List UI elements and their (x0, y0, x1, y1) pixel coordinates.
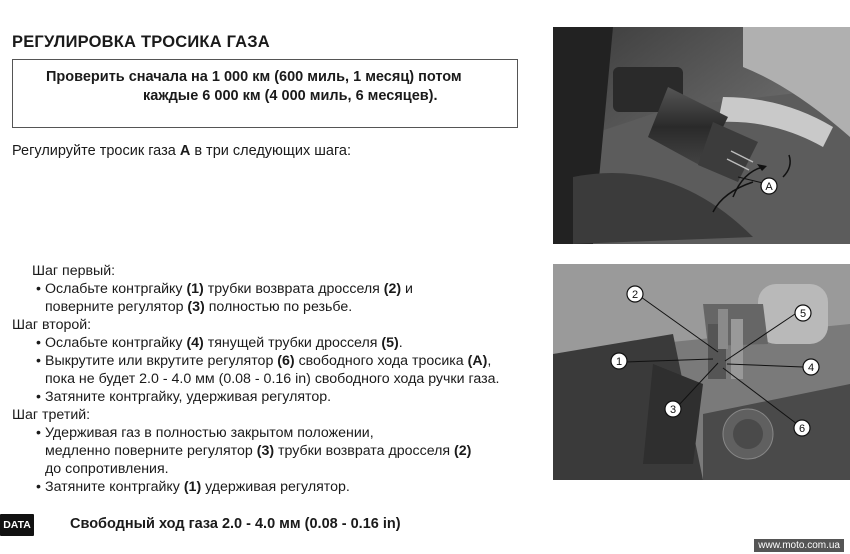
callout-1: 1 (615, 356, 623, 368)
bullet: • (36, 281, 41, 297)
list-item (12, 334, 552, 352)
part-ref: (A) (467, 353, 488, 369)
bullet: • (36, 425, 41, 441)
text-part: удерживая регулятор. (201, 479, 350, 495)
part-ref: (1) (186, 281, 204, 297)
part-ref: (5) (381, 335, 399, 351)
text-part: полностью по резьбе. (204, 299, 353, 315)
list-item (12, 388, 552, 406)
list-item-continuation (12, 442, 552, 460)
step-1-heading: Шаг первый: (32, 263, 116, 279)
text-part: . (398, 335, 403, 351)
adjustment-steps (12, 262, 552, 496)
part-ref: (2) (454, 443, 472, 459)
intro-text-part: в три следующих шага: (190, 143, 352, 159)
text-part: Удерживая газ в полностью закрытом положении, (45, 425, 374, 441)
part-ref: (6) (277, 353, 295, 369)
throttle-grip-photo (553, 27, 850, 244)
text-part: свободного хода тросика (294, 353, 468, 369)
list-item-continuation: до сопротивления. (45, 461, 169, 477)
text-part: медленно поверните регулятор (45, 443, 257, 459)
step-2-heading: Шаг второй: (12, 317, 92, 333)
part-ref: (1) (183, 479, 202, 495)
text-part: тянущей трубки дросселя (203, 335, 382, 351)
bullet: • (36, 389, 41, 405)
part-ref: (2) (383, 281, 402, 297)
text-part: Ослабьте контргайку (45, 281, 187, 297)
interval-line-1: Проверить сначала на 1 000 км (600 миль, 1 месяц) потом (46, 69, 462, 85)
bullet: • (36, 335, 41, 351)
cable-adjuster-photo (553, 264, 850, 480)
text-part: Выкрутите или вкрутите регулятор (45, 353, 278, 369)
list-item-continuation: пока не будет 2.0 - 4.0 мм (0.08 - 0.16 in) свободного хода ручки газа. (45, 371, 500, 387)
site-watermark: www.moto.com.ua (754, 539, 844, 552)
text-part: , (487, 353, 492, 369)
bullet: • (36, 353, 41, 369)
text-part: Затяните контргайку, удерживая регулятор. (45, 389, 332, 405)
part-ref: (3) (187, 299, 205, 315)
list-item (12, 280, 552, 298)
intro-text-part: Регулируйте тросик газа (12, 143, 180, 159)
text-part: и (401, 281, 413, 297)
text-part: Затяните контргайку (45, 479, 184, 495)
intro-text (12, 143, 351, 159)
free-play-spec: Свободный ход газа 2.0 - 4.0 мм (0.08 - 0.16 in) (70, 516, 401, 532)
interval-line-2: каждые 6 000 км (4 000 миль, 6 месяцев). (143, 88, 438, 104)
text-part: трубки возврата дросселя (274, 443, 455, 459)
callout-6: 6 (798, 423, 806, 435)
callout-5: 5 (799, 308, 807, 320)
part-ref: (3) (256, 443, 275, 459)
text-part: Ослабьте контргайку (45, 335, 187, 351)
list-item (12, 478, 552, 496)
list-item (12, 424, 552, 442)
bullet: • (36, 479, 41, 495)
page-title: РЕГУЛИРОВКА ТРОСИКА ГАЗА (12, 33, 270, 51)
step-3-heading: Шаг третий: (12, 407, 91, 423)
maintenance-interval-box (12, 59, 518, 128)
text-part: трубки возврата дросселя (203, 281, 384, 297)
part-ref: (4) (186, 335, 204, 351)
callout-a: A (765, 181, 773, 193)
list-item-continuation (12, 298, 552, 316)
callout-3: 3 (669, 404, 677, 416)
text-part: поверните регулятор (45, 299, 188, 315)
callout-4: 4 (807, 362, 815, 374)
intro-cable-label: A (179, 143, 191, 159)
callout-2: 2 (631, 289, 639, 301)
data-badge: DATA (0, 514, 34, 536)
list-item (12, 352, 552, 370)
